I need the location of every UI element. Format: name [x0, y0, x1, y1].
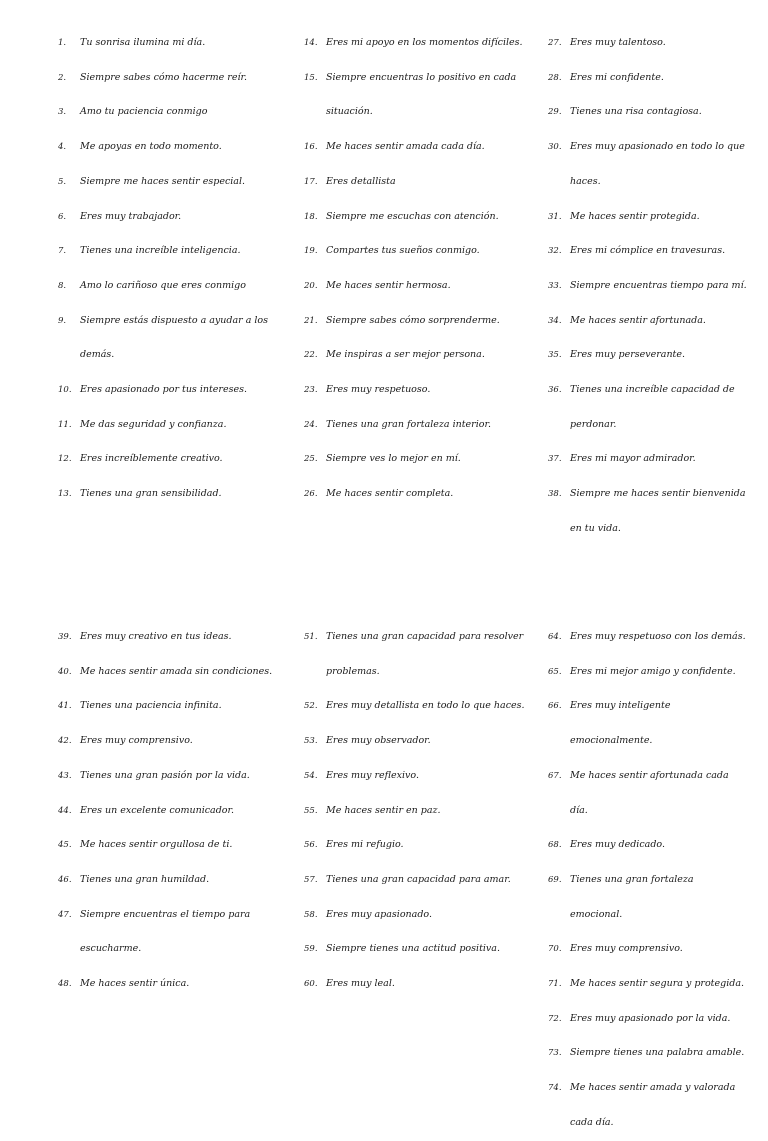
- item-number: 35.: [548, 350, 562, 361]
- item-text: Tienes una gran fortaleza interior.: [326, 418, 491, 430]
- item-number: 33.: [548, 280, 562, 291]
- list-item: [58, 442, 288, 477]
- item-text: Eres muy observador.: [326, 735, 431, 747]
- list-item: [58, 200, 288, 235]
- item-number: 51.: [304, 632, 318, 642]
- item-text: Eres muy comprensivo.: [570, 943, 683, 955]
- item-text: Eres muy perseverante.: [570, 349, 686, 361]
- item-number: 13.: [58, 489, 72, 500]
- list-item: [304, 724, 534, 759]
- item-number: 11.: [58, 419, 72, 430]
- list-item: [304, 477, 534, 512]
- bottom-column-2: [304, 620, 534, 1141]
- list-item: [304, 338, 534, 373]
- item-number: 34.: [548, 315, 562, 326]
- item-number: 66.: [548, 701, 562, 712]
- item-number: 36.: [548, 385, 562, 396]
- item-text: Eres muy dedicado.: [570, 839, 665, 851]
- item-text: Eres increíblemente creativo.: [80, 453, 223, 465]
- list-item: [304, 165, 534, 200]
- item-text: Me inspiras a ser mejor persona.: [326, 349, 485, 361]
- item-number: 15.: [304, 72, 318, 83]
- list-item: [58, 828, 288, 863]
- list-item: [58, 477, 288, 512]
- item-number: 41.: [58, 701, 72, 712]
- bottom-column-1: [58, 620, 288, 1141]
- item-number: 57.: [304, 874, 318, 885]
- item-text: Siempre sabes cómo sorprenderme.: [326, 314, 500, 326]
- item-number: 27.: [548, 38, 562, 48]
- item-text: Eres apasionado por tus intereses.: [80, 384, 247, 396]
- item-number: 42.: [58, 736, 72, 747]
- item-text: Eres muy comprensivo.: [80, 735, 193, 747]
- list-item: [548, 1002, 748, 1037]
- list-item: [548, 932, 748, 967]
- item-text: Tienes una increíble inteligencia.: [80, 245, 241, 257]
- item-text: Siempre encuentras tiempo para mí.: [570, 279, 747, 291]
- item-number: 40.: [58, 666, 72, 677]
- item-text: Eres muy reflexivo.: [326, 769, 419, 781]
- item-number: 64.: [548, 632, 562, 642]
- item-text: Me haces sentir única.: [80, 978, 190, 990]
- item-number: 25.: [304, 454, 318, 465]
- item-number: 73.: [548, 1048, 562, 1059]
- item-text: Eres muy apasionado por la vida.: [570, 1012, 731, 1024]
- item-number: 31.: [548, 211, 562, 222]
- item-text: Eres mi refugio.: [326, 839, 404, 851]
- item-number: 28.: [548, 72, 562, 83]
- list-item: [58, 130, 288, 165]
- list-item: [304, 794, 534, 829]
- item-number: 7.: [58, 246, 67, 257]
- list-item: [58, 759, 288, 794]
- list-item: [304, 759, 534, 794]
- item-text: Eres mi mejor amigo y confidente.: [570, 665, 736, 677]
- item-text: Siempre me haces sentir especial.: [80, 175, 246, 187]
- item-number: 71.: [548, 979, 562, 990]
- item-number: 17.: [304, 176, 318, 187]
- item-text: Siempre tienes una actitud positiva.: [326, 943, 500, 955]
- item-text: Me apoyas en todo momento.: [80, 141, 222, 153]
- item-number: 43.: [58, 770, 72, 781]
- list-item: [58, 269, 288, 304]
- list-item: [548, 967, 748, 1002]
- item-number: 48.: [58, 979, 72, 990]
- list-item: [304, 373, 534, 408]
- list-item: [548, 863, 748, 932]
- list-item: [58, 61, 288, 96]
- list-item: [58, 794, 288, 829]
- bottom-section: [0, 620, 768, 1141]
- item-number: 21.: [304, 315, 318, 326]
- item-text: Tu sonrisa ilumina mi día.: [80, 37, 206, 48]
- item-number: 72.: [548, 1013, 562, 1024]
- item-number: 6.: [58, 211, 67, 222]
- item-number: 52.: [304, 701, 318, 712]
- list-item: [58, 898, 288, 967]
- list-item: [548, 477, 748, 546]
- list-item: [58, 655, 288, 690]
- item-text: Siempre encuentras lo positivo en cada situación.: [326, 71, 517, 118]
- item-text: Tienes una gran sensibilidad.: [80, 488, 222, 500]
- list-item: [548, 95, 748, 130]
- item-number: 55.: [304, 805, 318, 816]
- list-item: [304, 269, 534, 304]
- item-text: Eres muy detallista en todo lo que haces.: [326, 700, 525, 712]
- list-item: [548, 828, 748, 863]
- item-number: 10.: [58, 385, 72, 396]
- item-number: 23.: [304, 385, 318, 396]
- item-number: 30.: [548, 142, 562, 153]
- item-number: 46.: [58, 874, 72, 885]
- item-text: Eres muy leal.: [326, 978, 395, 990]
- list-item: [548, 61, 748, 96]
- item-number: 12.: [58, 454, 72, 465]
- item-number: 54.: [304, 770, 318, 781]
- list-item: [58, 620, 288, 655]
- item-text: Eres muy apasionado.: [326, 908, 432, 920]
- list-item: [304, 234, 534, 269]
- list-item: [548, 1036, 748, 1071]
- item-text: Me haces sentir en paz.: [326, 804, 441, 816]
- item-text: Me haces sentir orgullosa de ti.: [80, 839, 233, 851]
- item-text: Eres detallista: [326, 175, 396, 187]
- top-column-3: [548, 26, 748, 547]
- item-text: Me das seguridad y confianza.: [80, 418, 227, 430]
- list-item: [548, 655, 748, 690]
- list-item: [58, 863, 288, 898]
- item-text: Eres muy trabajador.: [80, 210, 182, 222]
- list-item: [548, 269, 748, 304]
- list-item: [58, 26, 288, 61]
- item-number: 22.: [304, 350, 318, 361]
- list-item: [548, 620, 748, 655]
- item-text: Siempre estás dispuesto a ayudar a los demás.: [80, 314, 269, 361]
- item-text: Eres un excelente comunicador.: [80, 804, 235, 816]
- item-number: 24.: [304, 419, 318, 430]
- item-text: Siempre me escuchas con atención.: [326, 210, 499, 222]
- item-text: Eres muy respetuoso.: [326, 384, 431, 396]
- list-item: [304, 304, 534, 339]
- item-number: 47.: [58, 909, 72, 920]
- list-item: [548, 373, 748, 442]
- item-text: Eres muy creativo en tus ideas.: [80, 631, 232, 642]
- list-item: [548, 234, 748, 269]
- item-text: Me haces sentir completa.: [326, 488, 454, 500]
- item-number: 59.: [304, 944, 318, 955]
- item-number: 14.: [304, 38, 318, 48]
- list-item: [58, 373, 288, 408]
- list-item: [58, 95, 288, 130]
- item-text: Eres mi confidente.: [570, 71, 664, 83]
- list-item: [548, 442, 748, 477]
- item-text: Tienes una gran humildad.: [80, 873, 210, 885]
- list-item: [304, 828, 534, 863]
- item-text: Me haces sentir amada sin condiciones.: [80, 665, 273, 677]
- item-number: 39.: [58, 632, 72, 642]
- item-text: Me haces sentir amada cada día.: [326, 141, 485, 153]
- item-text: Eres muy talentoso.: [570, 37, 666, 48]
- item-number: 68.: [548, 840, 562, 851]
- top-column-2: [304, 26, 534, 547]
- item-text: Tienes una gran capacidad para amar.: [326, 873, 511, 885]
- item-number: 56.: [304, 840, 318, 851]
- item-text: Tienes una gran capacidad para resolver problemas.: [326, 631, 524, 677]
- item-number: 29.: [548, 107, 562, 118]
- list-item: [304, 130, 534, 165]
- item-number: 37.: [548, 454, 562, 465]
- item-text: Me haces sentir afortunada.: [570, 314, 706, 326]
- item-text: Siempre ves lo mejor en mí.: [326, 453, 461, 465]
- list-item: [548, 304, 748, 339]
- item-number: 1.: [58, 38, 67, 48]
- item-text: Eres muy apasionado en todo lo que haces.: [570, 141, 745, 187]
- item-text: Eres mi apoyo en los momentos difíciles.: [326, 37, 523, 48]
- item-number: 9.: [58, 315, 67, 326]
- item-text: Eres mi mayor admirador.: [570, 453, 696, 465]
- list-item: [58, 408, 288, 443]
- item-text: Siempre me haces sentir bienvenida en tu vida.: [570, 488, 746, 534]
- item-number: 26.: [304, 489, 318, 500]
- item-number: 69.: [548, 874, 562, 885]
- list-item: [58, 234, 288, 269]
- item-number: 44.: [58, 805, 72, 816]
- list-item: [548, 759, 748, 828]
- item-number: 38.: [548, 489, 562, 500]
- item-number: 19.: [304, 246, 318, 257]
- list-item: [304, 967, 534, 1002]
- top-section: [0, 26, 768, 547]
- item-number: 70.: [548, 944, 562, 955]
- item-number: 67.: [548, 770, 562, 781]
- item-number: 4.: [58, 142, 67, 153]
- list-item: [548, 689, 748, 758]
- item-text: Tienes una paciencia infinita.: [80, 700, 222, 712]
- list-item: [304, 620, 534, 689]
- list-item: [304, 898, 534, 933]
- list-item: [548, 130, 748, 199]
- item-number: 32.: [548, 246, 562, 257]
- item-number: 58.: [304, 909, 318, 920]
- item-text: Eres mi cómplice en travesuras.: [570, 245, 726, 257]
- item-text: Me haces sentir hermosa.: [326, 279, 451, 291]
- item-text: Eres muy respetuoso con los demás.: [570, 631, 746, 642]
- item-text: Me haces sentir amada y valorada cada día.: [570, 1082, 736, 1128]
- item-number: 20.: [304, 280, 318, 291]
- item-number: 2.: [58, 72, 67, 83]
- top-column-1: [58, 26, 288, 547]
- item-text: Tienes una increíble capacidad de perdonar.: [570, 384, 735, 430]
- item-number: 3.: [58, 107, 67, 118]
- item-text: Siempre tienes una palabra amable.: [570, 1047, 745, 1059]
- item-text: Me haces sentir segura y protegida.: [570, 978, 744, 990]
- item-number: 5.: [58, 176, 67, 187]
- list-item: [304, 408, 534, 443]
- list-item: [304, 932, 534, 967]
- list-item: [304, 442, 534, 477]
- list-item: [548, 338, 748, 373]
- list-item: [58, 967, 288, 1002]
- item-number: 60.: [304, 979, 318, 990]
- list-item: [304, 61, 534, 130]
- list-item: [304, 26, 534, 61]
- item-number: 53.: [304, 736, 318, 747]
- list-item: [58, 165, 288, 200]
- item-number: 74.: [548, 1083, 562, 1094]
- list-item: [304, 863, 534, 898]
- bottom-column-3: [548, 620, 748, 1141]
- list-item: [548, 26, 748, 61]
- list-item: [58, 689, 288, 724]
- item-number: 8.: [58, 280, 67, 291]
- list-item: [304, 689, 534, 724]
- item-text: Me haces sentir protegida.: [570, 210, 700, 222]
- item-text: Siempre encuentras el tiempo para escucharme.: [80, 908, 251, 955]
- item-text: Tienes una risa contagiosa.: [570, 106, 702, 118]
- item-number: 18.: [304, 211, 318, 222]
- item-text: Me haces sentir afortunada cada día.: [570, 769, 729, 816]
- list-item: [58, 304, 288, 373]
- item-number: 16.: [304, 142, 318, 153]
- item-number: 45.: [58, 840, 72, 851]
- list-item: [58, 724, 288, 759]
- list-item: [548, 200, 748, 235]
- list-item: [548, 1071, 748, 1140]
- item-text: Tienes una gran fortaleza emocional.: [570, 873, 694, 920]
- item-number: 65.: [548, 666, 562, 677]
- item-text: Amo tu paciencia conmigo: [80, 106, 208, 118]
- item-text: Eres muy inteligente emocionalmente.: [570, 700, 671, 747]
- list-item: [304, 200, 534, 235]
- item-text: Siempre sabes cómo hacerme reír.: [80, 71, 248, 83]
- item-text: Tienes una gran pasión por la vida.: [80, 769, 250, 781]
- item-text: Compartes tus sueños conmigo.: [326, 245, 480, 257]
- item-text: Amo lo cariñoso que eres conmigo: [80, 279, 246, 291]
